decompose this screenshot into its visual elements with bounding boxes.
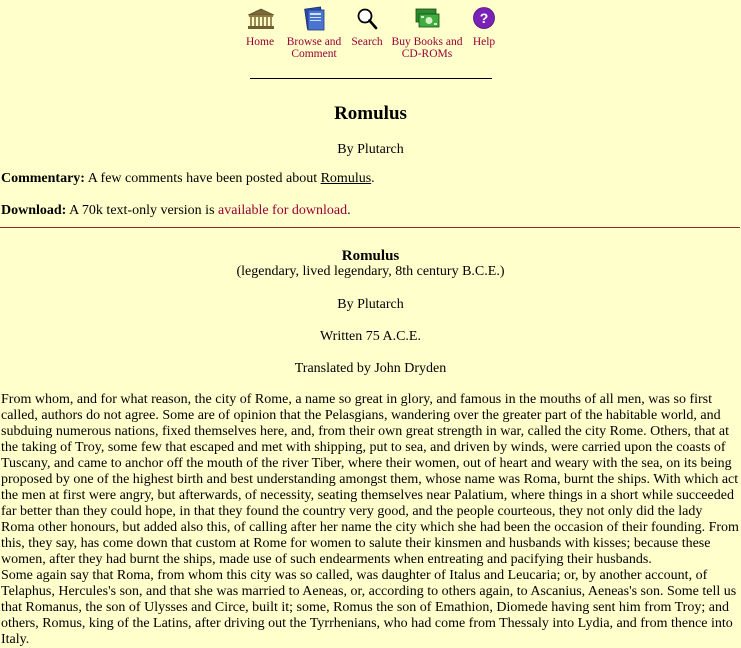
nav-browse-comment[interactable]: [284, 6, 344, 60]
nav-help-label: Help: [472, 36, 496, 48]
page-byline: By Plutarch: [337, 142, 404, 157]
commentary-link[interactable]: Romulus: [320, 171, 372, 186]
text-paragraph-1: From whom, and for what reason, the city of Rome, a name so great in glory, and famous in the mouths of all men, was so first called, authors do not agree. Some are of opinion that the Pelasgians, wandering over the greater part of the habitable world, and subduing numerous nations, fixed themselves here, and, from their own great strength in war, called the city Rome. Others, that at the taking of Troy, some few that escaped and met with shipping, put to sea, and driven by winds, were carried upon the coasts of Tuscany, and came to anchor off the mouth of the river Tiber, where their women, out of heart and weary with the sea, on its being proposed by one of the highest birth and best understanding amongst them, whose name was Roma, burnt the ships. With which act the men at first were angry, but afterwards, of necessity, seating themselves near Palatium, where things in a short while succeeded far better than they could hope, in that they found the country very good, and the people courteous, they not only did the lady Roma other honours, but added also this, of calling after her name the city which she had been the occasion of their founding. From this, they say, has come down that custom at Rome for women to salute their kinsmen and husbands with kisses; because these women, after they had burnt the ships, made use of such endearments when entreating and pacifying their husbands.: [1, 392, 739, 567]
nav-home-label: Home: [245, 36, 275, 48]
money-icon: [413, 6, 441, 32]
nav-help[interactable]: [468, 6, 500, 48]
download-line: [1, 203, 737, 219]
commentary-label: Commentary:: [1, 171, 85, 186]
download-label: Download:: [1, 203, 67, 218]
nav-browse-label-1: Browse and: [286, 36, 342, 48]
work-written: Written 75 A.C.E.: [320, 329, 421, 344]
section-divider: [0, 227, 740, 228]
work-translator: Translated by John Dryden: [294, 361, 447, 376]
nav-search-label: Search: [351, 36, 383, 48]
nav-buy-label-1: Buy Books and: [391, 36, 463, 48]
nav-buy-books[interactable]: [390, 6, 464, 60]
page-title: Romulus: [334, 103, 407, 124]
nav-search[interactable]: [349, 6, 385, 48]
commentary-end: .: [371, 171, 375, 186]
nav-browse-label-2: Comment: [291, 48, 337, 60]
top-navigation: [0, 6, 741, 66]
temple-icon: [245, 6, 275, 32]
download-text: A 70k text-only version is: [66, 203, 219, 218]
commentary-text: A few comments have been posted about: [84, 171, 321, 186]
nav-home[interactable]: [240, 6, 280, 48]
commentary-line: [1, 171, 737, 187]
download-link[interactable]: available for download: [218, 203, 348, 218]
header-divider: [250, 78, 492, 79]
nav-buy-label-2: CD-ROMs: [401, 48, 453, 60]
work-title: Romulus: [341, 248, 400, 264]
help-icon: [470, 6, 498, 32]
work-subtitle: (legendary, lived legendary, 8th century B.C.E.): [236, 264, 505, 279]
download-end: .: [347, 203, 351, 218]
svg-text:?: ?: [479, 10, 489, 26]
books-icon: [300, 6, 328, 32]
magnifier-icon: [353, 6, 381, 32]
work-author: By Plutarch: [337, 297, 404, 312]
text-paragraph-2: Some again say that Roma, from whom this city was so called, was daughter of Italus and Leucaria; or, by another account, of Telaphus, Hercules's son, and that she was married to Aeneas, or, according to others again, to Ascanius, Aeneas's son. Some tell us that Romanus, the son of Ulysses and Circe, built it; some, Romus the son of Emathion, Diomede having sent him from Troy; and others, Romus, king of the Latins, after driving out the Tyrrhenians, who had come from Thessaly into Lydia, and from thence into Italy.: [1, 568, 737, 647]
